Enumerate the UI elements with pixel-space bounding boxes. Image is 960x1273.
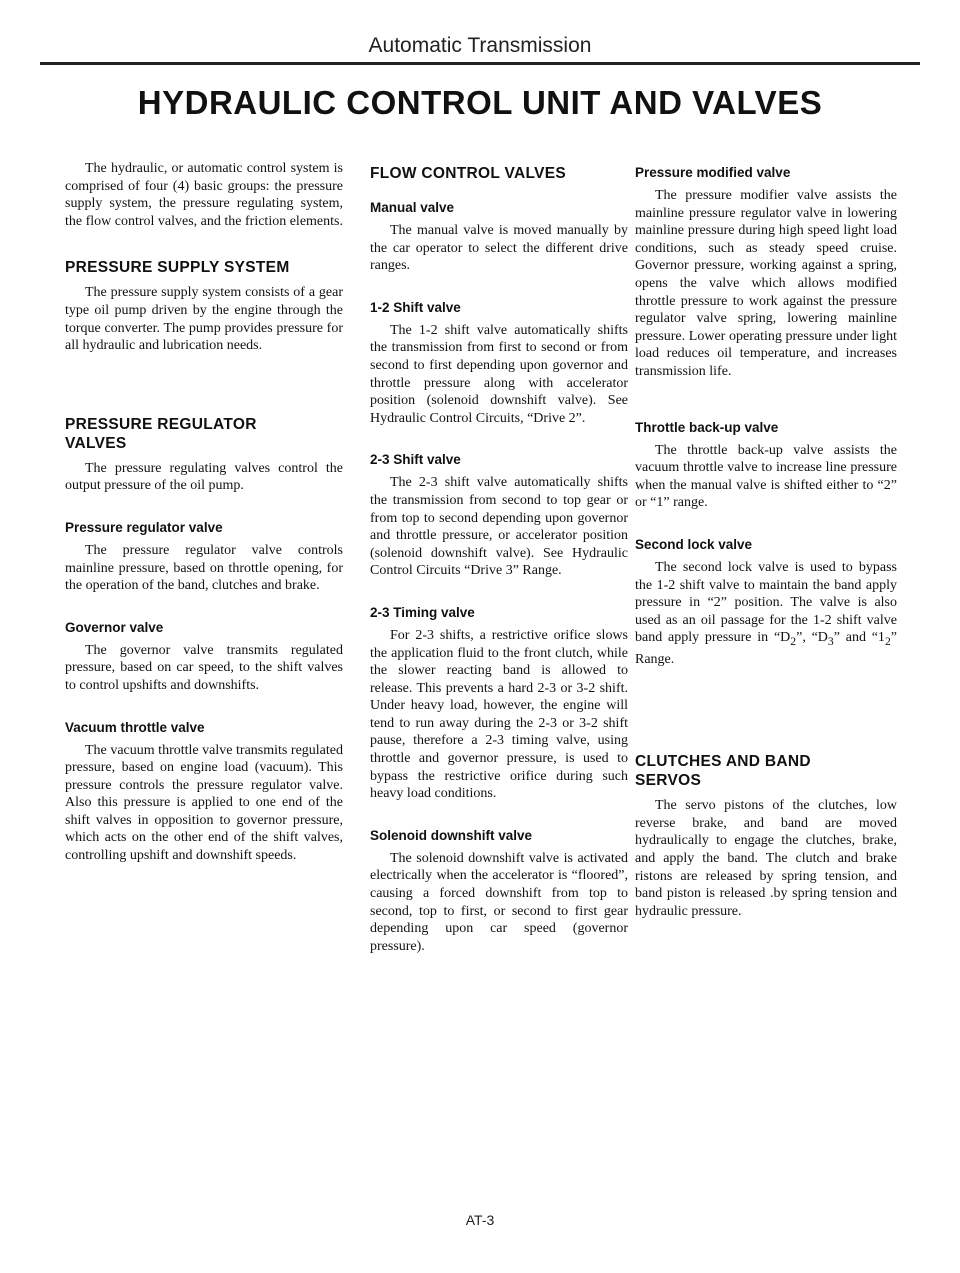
pressure-modifier-paragraph: The pressure modifier valve assists the mainline pressure regulator valve in lowering mainline pressure during high speed light load conditions, such as steady speed cruise. Governor pressure, working against a spring, opens the valve which allows modified throttle pressure to work against the pressure regulator valve spring, lowering mainline pressure. Lower operating pressure under light load reduces oil temperature, and increases transmission life. (635, 188, 897, 379)
subheading-throttle-back-up-valve: Throttle back-up valve (635, 419, 779, 435)
subheading-manual-valve: Manual valve (370, 200, 455, 215)
pressure-regulator-valve-paragraph: The pressure regulator valve controls mainline pressure, based on throttle opening, for the operation of the band, clutches and brake. (65, 542, 343, 594)
subscript: 2 (790, 635, 797, 649)
column-2 (370, 160, 628, 955)
subheading-second-lock-valve: Second lock valve (635, 536, 753, 552)
governor-valve-paragraph: The governor valve transmits regulated pressure, based on car speed, to the shift valves to control upshifts and downshifts. (65, 642, 343, 693)
second-lock-text: The second lock valve is used to bypass the 1-2 shift valve to maintain the band apply pressure in “2” position. The valve is also used as an oil passage for the 1-2 shift valve band apply pressure in “D (635, 559, 897, 646)
shift-2-3-paragraph: The 2-3 shift valve automatically shifts the transmission from second to top gear or from top to second depending upon governor and throttle pressure, or accelerator position (solenoid downshift valve). See Hydraulic Control Circuits “Drive 3” Range. (370, 475, 628, 579)
vacuum-throttle-valve-paragraph: The vacuum throttle valve transmits regulated pressure, based on engine load (vacuum). This pressure controls the pressure regulator valve. Also this pressure is applied to one end of the shift valves in opposition to governor pressure, which acts on the other end of the shift valves, controlling upshift and downshift speeds. (65, 742, 343, 864)
section-heading-pressure-regulator: PRESSURE REGULATOR VALVES (65, 415, 257, 452)
page-title: HYDRAULIC CONTROL UNIT AND VALVES (137, 84, 823, 121)
running-header: Automatic Transmission (368, 34, 592, 57)
subheading-solenoid-downshift-valve: Solenoid downshift valve (370, 827, 533, 843)
subheading-pressure-regulator-valve: Pressure regulator valve (65, 519, 223, 535)
section-heading-flow-control: FLOW CONTROL VALVES (370, 165, 566, 182)
page-number: AT-3 (465, 1212, 495, 1228)
column-3 (635, 160, 897, 920)
subheading-pressure-modified-valve: Pressure modified valve (635, 165, 791, 180)
section-heading-clutches-band-servos: CLUTCHES AND BAND SERVOS (635, 753, 811, 790)
column-1 (65, 160, 343, 865)
second-lock-text: ” Range. (635, 630, 897, 667)
subheading-1-2-shift-valve: 1-2 Shift valve (370, 299, 461, 315)
shift-1-2-paragraph: The 1-2 shift valve automatically shifts the transmission from first to second or from second to first depending upon governor and throttle pressure along with accelerator position (solenoid downshift valve). See Hydraulic Control Circuits, “Drive 2”. (370, 322, 628, 426)
second-lock-text: ”, “D (796, 630, 828, 646)
subheading-2-3-timing-valve: 2-3 Timing valve (370, 604, 475, 620)
intro-paragraph: The hydraulic, or automatic control system is comprised of four (4) basic groups: the pressure supply system, the pressure regulating system, the flow control valves, and the friction elements. (65, 161, 343, 229)
timing-valve-paragraph: For 2-3 shifts, a restrictive orifice slows the application fluid to the front clutch, while the slower reacting band is allowed to release. This prevents a hard 2-3 or 3-2 shift. Under heavy load, however, the engine will tend to run away during the 2-3 or 3-2 shift pause, therefore a 2-3 timing valve, using throttle and governor pressure, is used to bypass the restrictive orifice during such heavy load conditions. (370, 627, 628, 802)
pressure-supply-paragraph: The pressure supply system consists of a gear type oil pump driven by the engine through the torque converter. The pump provides pressure for all hydraulic and lubrication needs. (65, 285, 343, 354)
subscript: 3 (827, 635, 834, 649)
second-lock-text: ” and “1 (833, 630, 885, 646)
pressure-regulator-paragraph: The pressure regulating valves control the output pressure of the oil pump. (65, 460, 343, 494)
section-heading-pressure-supply: PRESSURE SUPPLY SYSTEM (65, 259, 290, 277)
subscript: 2 (884, 635, 891, 649)
subheading-vacuum-throttle-valve: Vacuum throttle valve (65, 719, 205, 735)
clutches-band-paragraph: The servo pistons of the clutches, low reverse brake, and band are moved hydraulically to engage the clutches, brake, and apply the band. The clutch and brake ristons are released by spring tension, and band piston is released .by spring tension and hydraulic pressure. (635, 798, 897, 919)
header-rule (40, 62, 920, 65)
solenoid-downshift-paragraph: The solenoid downshift valve is activated electrically when the accelerator is “floored”, causing a forced downshift from top to second, top to first, or second to first gear depending upon car speed (governor pressure). (370, 850, 628, 954)
second-lock-paragraph (635, 559, 897, 668)
subheading-governor-valve: Governor valve (65, 619, 164, 635)
throttle-back-up-paragraph: The throttle back-up valve assists the vacuum throttle valve to increase line pressure when the manual valve is shifted either to “2” or “1” range. (635, 442, 897, 511)
subheading-2-3-shift-valve: 2-3 Shift valve (370, 452, 461, 468)
manual-valve-paragraph: The manual valve is moved manually by the car operator to select the different drive ranges. (370, 223, 628, 274)
